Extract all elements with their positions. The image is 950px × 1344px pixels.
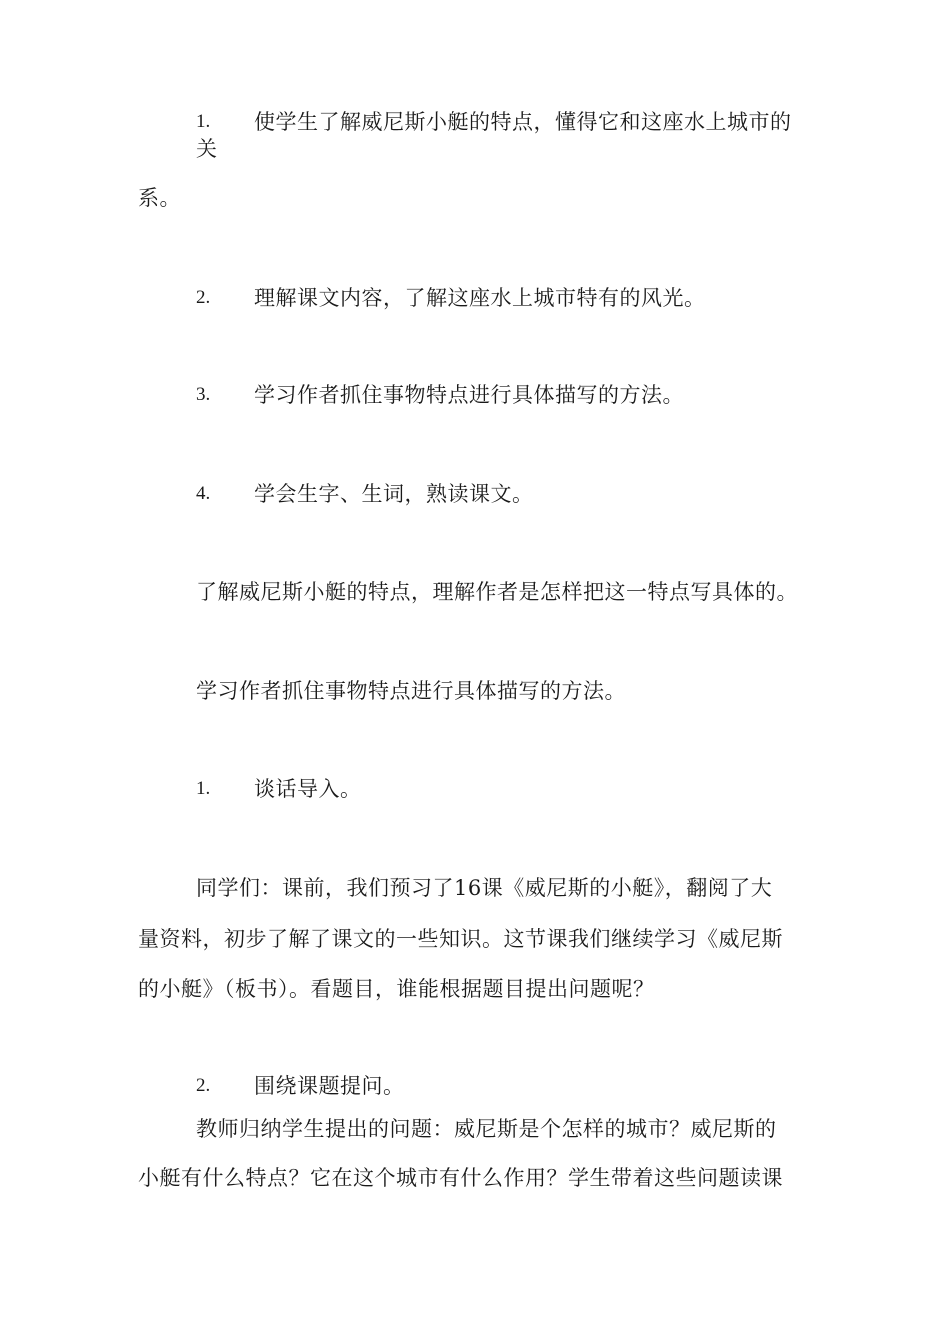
- step-2-text: 围绕课题提问。: [254, 1074, 405, 1098]
- objective-3-text: 学习作者抓住事物特点进行具体描写的方法。: [254, 383, 684, 407]
- summary-paragraph-line-1: 教师归纳学生提出的问题：威尼斯是个怎样的城市？威尼斯的: [196, 1117, 777, 1141]
- objective-2-number: 2.: [196, 287, 211, 308]
- step-1-text: 谈话导入。: [254, 777, 362, 801]
- objective-4-text: 学会生字、生词，熟读课文。: [254, 482, 534, 506]
- intro-paragraph-line-3: 的小艇》（板书）。看题目，谁能根据题目提出问题呢？: [138, 977, 655, 1001]
- objective-3-number: 3.: [196, 384, 211, 405]
- objective-1-text: 使学生了解威尼斯小艇的特点，懂得它和这座水上城市的: [254, 110, 792, 134]
- step-2-number: 2.: [196, 1075, 211, 1096]
- difficulty-text: 学习作者抓住事物特点进行具体描写的方法。: [196, 679, 626, 703]
- objective-2-text: 理解课文内容，了解这座水上城市特有的风光。: [254, 286, 706, 310]
- step-1-number: 1.: [196, 778, 211, 799]
- key-point-text: 了解威尼斯小艇的特点，理解作者是怎样把这一特点写具体的。: [196, 580, 798, 604]
- intro-paragraph-line-2: 量资料，初步了解了课文的一些知识。这节课我们继续学习《威尼斯: [138, 927, 783, 951]
- summary-paragraph-line-2: 小艇有什么特点？它在这个城市有什么作用？学生带着这些问题读课: [138, 1166, 783, 1190]
- objective-1-text-wrap: 关: [196, 137, 218, 161]
- intro-paragraph-line-1: 同学们：课前，我们预习了16课《威尼斯的小艇》，翻阅了大: [196, 876, 773, 900]
- objective-1-number: 1.: [196, 111, 211, 132]
- objective-4-number: 4.: [196, 483, 211, 504]
- objective-1-text-continued: 系。: [138, 186, 181, 210]
